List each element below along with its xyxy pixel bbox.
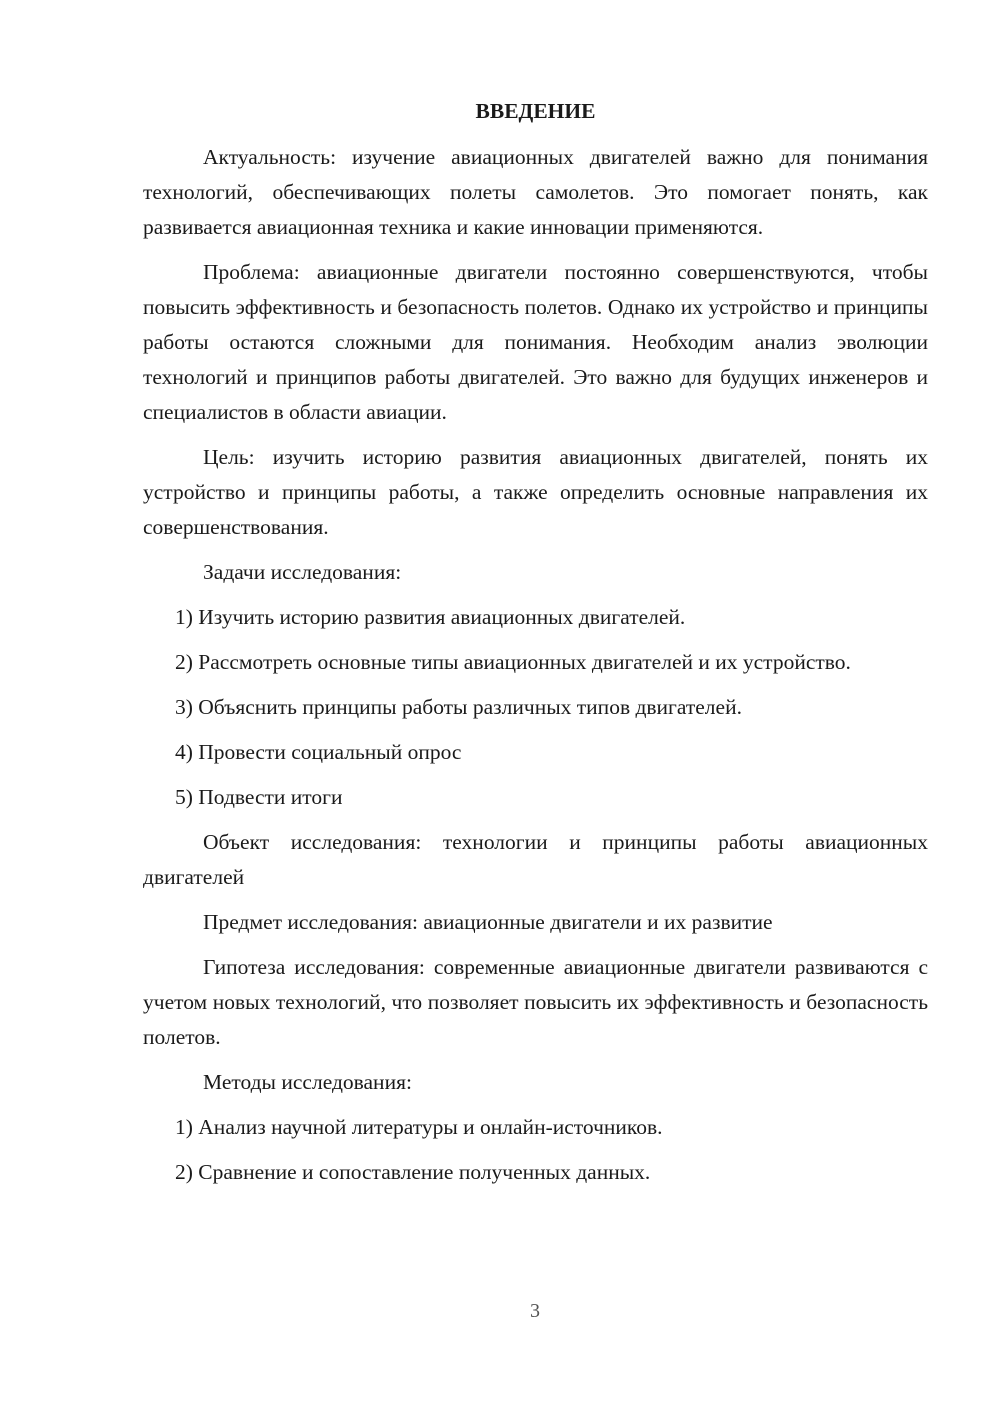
paragraph-goal: Цель: изучить историю развития авиационных двигателей, понять их устройство и принципы работы, а также определить основные направления их совершенствования.: [143, 445, 928, 539]
list-item-task-1: 1) Изучить историю развития авиационных двигателей.: [175, 605, 686, 629]
list-item-task-4: 4) Провести социальный опрос: [175, 740, 462, 764]
page-title: ВВЕДЕНИЕ: [475, 99, 596, 123]
tasks-heading: Задачи исследования:: [203, 560, 402, 584]
paragraph-relevance: Актуальность: изучение авиационных двигателей важно для понимания технологий, обеспечивающих полеты самолетов. Это помогает понять, как развивается авиационная техника и какие инновации применяются.: [143, 145, 928, 239]
methods-heading: Методы исследования:: [203, 1070, 412, 1094]
list-item-task-3: 3) Объяснить принципы работы различных типов двигателей.: [175, 695, 742, 719]
page-content: [143, 96, 928, 1200]
list-item-method-1: 1) Анализ научной литературы и онлайн-источников.: [175, 1115, 663, 1139]
paragraph-object: Объект исследования: технологии и принципы работы авиационных двигателей: [143, 830, 928, 889]
list-item-task-5: 5) Подвести итоги: [175, 785, 343, 809]
list-item-method-2: 2) Сравнение и сопоставление полученных данных.: [175, 1160, 651, 1184]
paragraph-subject: Предмет исследования: авиационные двигатели и их развитие: [203, 910, 773, 934]
list-item-task-2: 2) Рассмотреть основные типы авиационных двигателей и их устройство.: [175, 650, 851, 674]
paragraph-problem: Проблема: авиационные двигатели постоянно совершенствуются, чтобы повысить эффективность и безопасность полетов. Однако их устройство и принципы работы остаются сложными для понимания. Необходим анализ эволюции технологий и принципов работы двигателей. Это важно для будущих инженеров и специалистов в области авиации.: [143, 260, 928, 424]
page-number: 3: [530, 1300, 540, 1322]
paragraph-hypothesis: Гипотеза исследования: современные авиационные двигатели развиваются с учетом новых технологий, что позволяет повысить их эффективность и безопасность полетов.: [143, 955, 928, 1049]
